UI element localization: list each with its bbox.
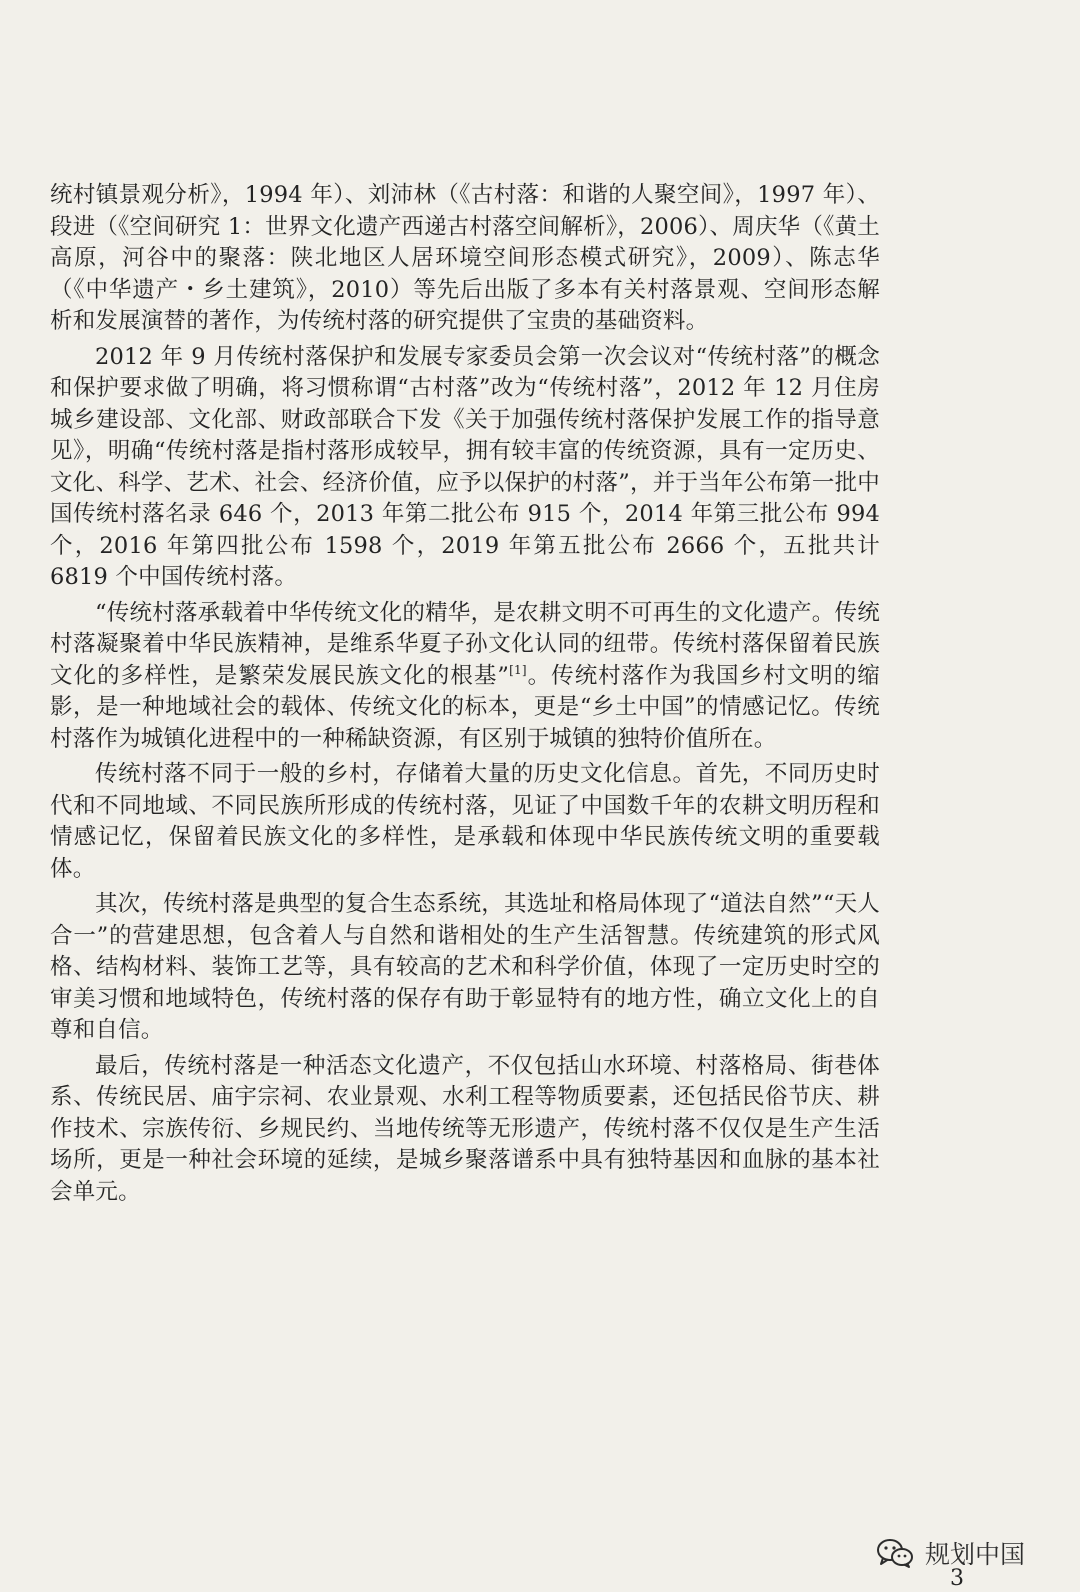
paragraph	[50, 1051, 880, 1209]
paragraph-text: 传统村落不同于一般的乡村，存储着大量的历史文化信息。首先，不同历史时代和不同地域、不同民族所形成的传统村落，见证了中国数千年的农耕文明历程和情感记忆，保留着民族文化的多样性，是承载和体现中华民族传统文明的重要载体。	[50, 761, 880, 882]
paragraph	[50, 342, 880, 594]
paragraph-text: “传统村落承载着中华传统文化的精华，是农耕文明不可再生的文化遗产。传统村落凝聚着中华民族精神，是维系华夏子孙文化认同的纽带。传统村落保留着民族文化的多样性，是繁荣发展民族文化的根基”	[50, 599, 880, 689]
page-body	[50, 180, 880, 1212]
paragraph-text: 2012 年 9 月传统村落保护和发展专家委员会第一次会议对“传统村落”的概念和保护要求做了明确，将习惯称谓“古村落”改为“传统村落”，2012 年 12 月住房城乡建设部、文化部、财政部联合下发《关于加强传统村落保护发展工作的指导意见》，明确“传统村落是指村落形成较早，拥有较丰富的传统资源，具有一定历史、文化、科学、艺术、社会、经济价值，应予以保护的村落”，并于当年公布第一批中国传统村落名录 646 个，2013 年第二批公布 915 个，2014 年第三批公布 994 个，2016 年第四批公布 1598 个，2019 年第五批公布 2666 个，五批共计 6819 个中国传统村落。	[50, 343, 880, 590]
paragraph	[50, 759, 880, 885]
paragraph-text: 其次，传统村落是典型的复合生态系统，其选址和格局体现了“道法自然”“天人合一”的营建思想，包含着人与自然和谐相处的生产生活智慧。传统建筑的形式风格、结构材料、装饰工艺等，具有较高的艺术和科学价值，体现了一定历史时空的审美习惯和地域特色，传统村落的保存有助于彰显特有的地方性，确立文化上的自尊和自信。	[50, 891, 880, 1043]
watermark-text: 规划中国	[925, 1540, 1026, 1569]
paragraph	[50, 180, 880, 338]
paragraph	[50, 598, 880, 756]
wechat-icon	[875, 1537, 915, 1569]
paragraph	[50, 889, 880, 1047]
paragraph-text: 统村镇景观分析》，1994 年）、刘沛林（《古村落：和谐的人聚空间》，1997 年）、段进（《空间研究 1：世界文化遗产西递古村落空间解析》，2006）、周庆华（《黄土高原，河谷中的聚落：陕北地区人居环境空间形态模式研究》，2009）、陈志华（《中华遗产・乡土建筑》，2010）等先后出版了多本有关村落景观、空间形态解析和发展演替的著作，为传统村落的研究提供了宝贵的基础资料。	[50, 182, 880, 334]
paragraph-text: 。传统村落作为我国乡村文明的缩影，是一种地域社会的载体、传统文化的标本，更是“乡土中国”的情感记忆。传统村落作为城镇化进程中的一种稀缺资源，有区别于城镇的独特价值所在。	[50, 662, 880, 752]
paragraph-text: 最后，传统村落是一种活态文化遗产，不仅包括山水环境、村落格局、街巷体系、传统民居、庙宇宗祠、农业景观、水利工程等物质要素，还包括民俗节庆、耕作技术、宗族传衍、乡规民约、当地传统等无形遗产，传统村落不仅仅是生产生活场所，更是一种社会环境的延续，是城乡聚落谱系中具有独特基因和血脉的基本社会单元。	[50, 1052, 880, 1205]
page-number: 3	[950, 1566, 964, 1591]
citation-ref: [1]	[509, 662, 527, 677]
